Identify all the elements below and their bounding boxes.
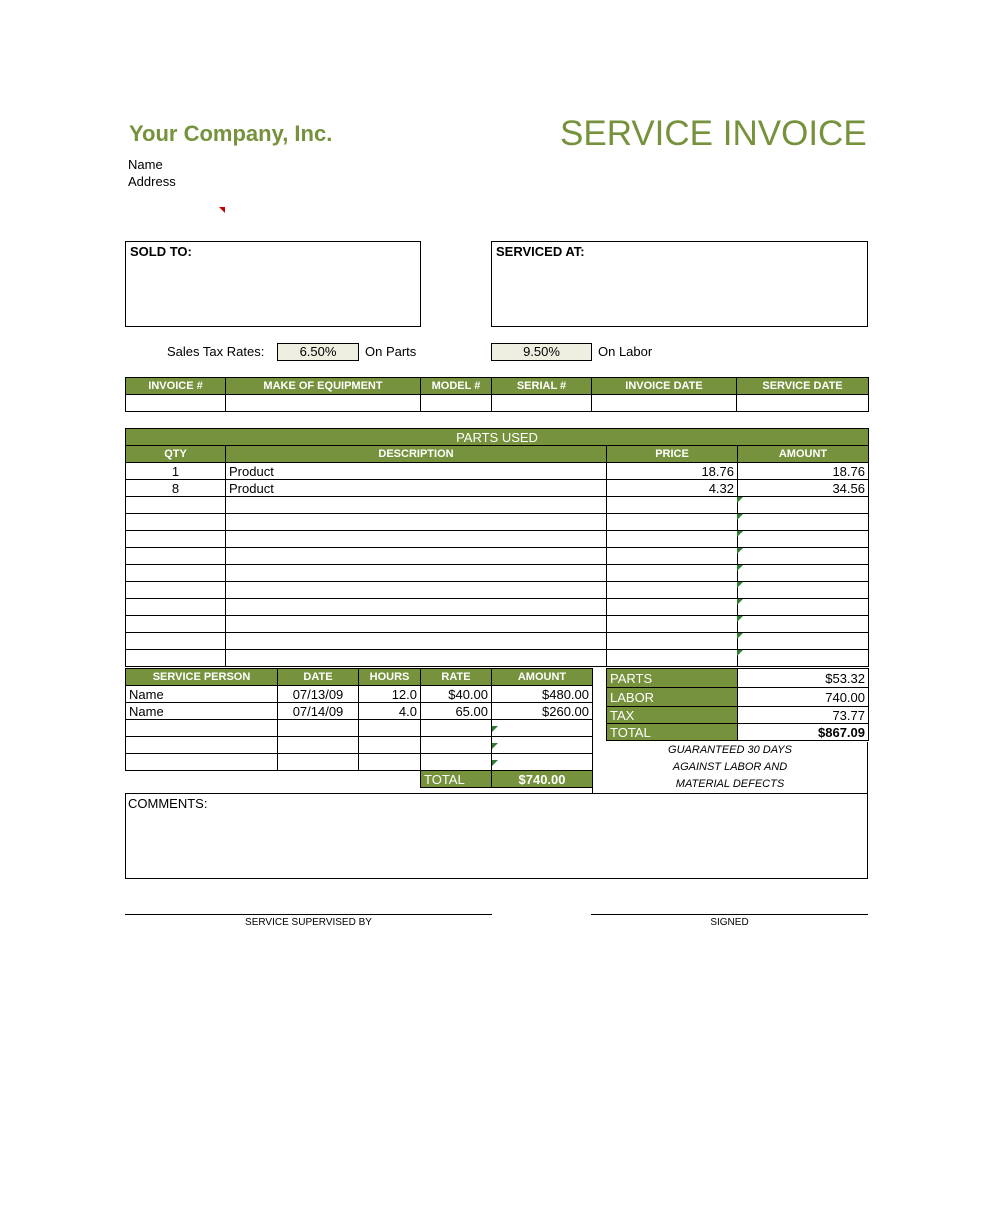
hours-cell[interactable]: 4.0 bbox=[359, 703, 421, 720]
amount-cell: 34.56 bbox=[738, 480, 869, 497]
table-row bbox=[126, 531, 869, 548]
equipment-info-table bbox=[125, 377, 869, 412]
labor-tax-rate-field[interactable]: 9.50% bbox=[491, 343, 592, 361]
formula-marker-icon bbox=[737, 633, 743, 639]
header-service-date: SERVICE DATE bbox=[737, 378, 869, 395]
make-of-equipment-cell[interactable] bbox=[226, 395, 421, 412]
company-address-label: Address bbox=[128, 174, 176, 189]
date-cell[interactable] bbox=[278, 754, 359, 771]
table-row bbox=[126, 720, 593, 737]
formula-marker-icon bbox=[737, 531, 743, 537]
service-person-cell[interactable] bbox=[126, 754, 278, 771]
header-price: PRICE bbox=[607, 446, 738, 463]
qty-cell[interactable] bbox=[126, 582, 226, 599]
table-row bbox=[126, 737, 593, 754]
qty-cell[interactable] bbox=[126, 548, 226, 565]
supervised-label: SERVICE SUPERVISED BY bbox=[245, 917, 372, 928]
table-row bbox=[126, 754, 593, 771]
qty-cell[interactable] bbox=[126, 650, 226, 667]
price-cell[interactable] bbox=[607, 633, 738, 650]
amount-cell bbox=[738, 497, 869, 514]
header-amount: AMOUNT bbox=[738, 446, 869, 463]
on-labor-label: On Labor bbox=[598, 344, 653, 359]
formula-marker-icon bbox=[737, 650, 743, 656]
formula-marker-icon bbox=[737, 548, 743, 554]
header-service-person: SERVICE PERSON bbox=[126, 669, 278, 686]
table-row bbox=[126, 480, 869, 497]
rate-cell[interactable] bbox=[421, 720, 492, 737]
guarantee-line-3: MATERIAL DEFECTS bbox=[675, 778, 785, 790]
amount-cell bbox=[738, 531, 869, 548]
comment-marker-icon bbox=[219, 207, 225, 213]
date-cell[interactable] bbox=[278, 720, 359, 737]
header-qty: QTY bbox=[126, 446, 226, 463]
price-cell[interactable] bbox=[607, 616, 738, 633]
service-person-cell[interactable]: Name bbox=[126, 703, 278, 720]
company-name-label: Name bbox=[128, 157, 163, 172]
labor-amount-cell bbox=[492, 737, 593, 754]
summary-parts-value: $53.32 bbox=[738, 669, 869, 688]
guarantee-line-2: AGAINST LABOR AND bbox=[672, 761, 788, 773]
description-cell[interactable] bbox=[226, 616, 607, 633]
sales-tax-label: Sales Tax Rates: bbox=[167, 344, 265, 359]
signed-signature-line[interactable] bbox=[591, 914, 868, 915]
company-name: Your Company, Inc. bbox=[129, 121, 333, 146]
price-cell[interactable] bbox=[607, 514, 738, 531]
description-cell[interactable]: Product bbox=[226, 480, 607, 497]
guarantee-box bbox=[592, 742, 868, 794]
price-cell[interactable] bbox=[607, 497, 738, 514]
amount-cell: 18.76 bbox=[738, 463, 869, 480]
formula-marker-icon bbox=[737, 616, 743, 622]
service-person-cell[interactable]: Name bbox=[126, 686, 278, 703]
description-cell[interactable] bbox=[226, 548, 607, 565]
description-cell[interactable] bbox=[226, 514, 607, 531]
qty-cell[interactable]: 8 bbox=[126, 480, 226, 497]
labor-amount-cell: $260.00 bbox=[492, 703, 593, 720]
invoice-number-cell[interactable] bbox=[126, 395, 226, 412]
rate-cell[interactable] bbox=[421, 737, 492, 754]
hours-cell[interactable] bbox=[359, 737, 421, 754]
summary-tax-value: 73.77 bbox=[738, 707, 869, 724]
price-cell[interactable] bbox=[607, 548, 738, 565]
signed-label: SIGNED bbox=[710, 917, 749, 928]
amount-cell bbox=[738, 616, 869, 633]
service-person-cell[interactable] bbox=[126, 720, 278, 737]
qty-cell[interactable] bbox=[126, 599, 226, 616]
header-make-of-equipment: MAKE OF EQUIPMENT bbox=[226, 378, 421, 395]
model-number-cell[interactable] bbox=[421, 395, 492, 412]
guarantee-line-1: GUARANTEED 30 DAYS bbox=[668, 744, 792, 756]
comments-box[interactable] bbox=[125, 793, 868, 879]
formula-marker-icon bbox=[492, 726, 498, 732]
price-cell[interactable] bbox=[607, 650, 738, 667]
header-date: DATE bbox=[278, 669, 359, 686]
description-cell[interactable] bbox=[226, 650, 607, 667]
description-cell[interactable] bbox=[226, 497, 607, 514]
serviced-at-box[interactable] bbox=[491, 241, 868, 327]
comments-label: COMMENTS: bbox=[128, 796, 208, 811]
table-row bbox=[126, 686, 593, 703]
qty-cell[interactable] bbox=[126, 531, 226, 548]
table-row bbox=[126, 463, 869, 480]
summary-parts-label: PARTS bbox=[607, 669, 738, 688]
amount-cell bbox=[738, 633, 869, 650]
amount-cell bbox=[738, 514, 869, 531]
price-cell[interactable] bbox=[607, 582, 738, 599]
table-row bbox=[126, 633, 869, 650]
summary-tax-label: TAX bbox=[607, 707, 738, 724]
summary-total-label: TOTAL bbox=[607, 724, 738, 741]
hours-cell[interactable]: 12.0 bbox=[359, 686, 421, 703]
header-invoice-number: INVOICE # bbox=[126, 378, 226, 395]
header-description: DESCRIPTION bbox=[226, 446, 607, 463]
hours-cell[interactable] bbox=[359, 720, 421, 737]
header-labor-amount: AMOUNT bbox=[492, 669, 593, 686]
amount-cell bbox=[738, 548, 869, 565]
table-row bbox=[126, 582, 869, 599]
rate-cell[interactable]: $40.00 bbox=[421, 686, 492, 703]
table-row bbox=[126, 650, 869, 667]
formula-marker-icon bbox=[737, 599, 743, 605]
description-cell[interactable]: Product bbox=[226, 463, 607, 480]
qty-cell[interactable] bbox=[126, 565, 226, 582]
header-hours: HOURS bbox=[359, 669, 421, 686]
serial-number-cell[interactable] bbox=[492, 395, 592, 412]
summary-labor-label: LABOR bbox=[607, 688, 738, 707]
amount-cell bbox=[738, 582, 869, 599]
amount-cell bbox=[738, 650, 869, 667]
table-row bbox=[126, 599, 869, 616]
description-cell[interactable] bbox=[226, 531, 607, 548]
formula-marker-icon bbox=[737, 582, 743, 588]
labor-amount-cell: $480.00 bbox=[492, 686, 593, 703]
sold-to-label: SOLD TO: bbox=[130, 244, 192, 259]
invoice-title: SERVICE INVOICE bbox=[560, 114, 867, 153]
formula-marker-icon bbox=[737, 497, 743, 503]
qty-cell[interactable] bbox=[126, 514, 226, 531]
header-model-number: MODEL # bbox=[421, 378, 492, 395]
table-row bbox=[126, 548, 869, 565]
labor-amount-cell bbox=[492, 720, 593, 737]
price-cell[interactable] bbox=[607, 565, 738, 582]
labor-total-value: $740.00 bbox=[492, 771, 593, 788]
table-row bbox=[126, 497, 869, 514]
date-cell[interactable]: 07/14/09 bbox=[278, 703, 359, 720]
formula-marker-icon bbox=[492, 743, 498, 749]
labor-table bbox=[125, 668, 593, 788]
summary-table bbox=[606, 668, 869, 741]
on-parts-label: On Parts bbox=[365, 344, 417, 359]
table-row bbox=[126, 514, 869, 531]
rate-cell[interactable] bbox=[421, 754, 492, 771]
formula-marker-icon bbox=[737, 565, 743, 571]
parts-used-title: PARTS USED bbox=[126, 429, 869, 446]
table-row bbox=[126, 616, 869, 633]
hours-cell[interactable] bbox=[359, 754, 421, 771]
qty-cell[interactable] bbox=[126, 633, 226, 650]
summary-total-value: $867.09 bbox=[738, 724, 869, 741]
description-cell[interactable] bbox=[226, 599, 607, 616]
price-cell[interactable]: 4.32 bbox=[607, 480, 738, 497]
price-cell[interactable] bbox=[607, 599, 738, 616]
service-date-cell[interactable] bbox=[737, 395, 869, 412]
formula-marker-icon bbox=[492, 760, 498, 766]
service-person-cell[interactable] bbox=[126, 737, 278, 754]
parts-tax-rate-field[interactable]: 6.50% bbox=[277, 343, 359, 361]
header-invoice-date: INVOICE DATE bbox=[592, 378, 737, 395]
supervised-signature-line[interactable] bbox=[125, 914, 492, 915]
rate-cell[interactable]: 65.00 bbox=[421, 703, 492, 720]
serviced-at-label: SERVICED AT: bbox=[496, 244, 585, 259]
description-cell[interactable] bbox=[226, 582, 607, 599]
invoice-date-cell[interactable] bbox=[592, 395, 737, 412]
qty-cell[interactable]: 1 bbox=[126, 463, 226, 480]
amount-cell bbox=[738, 565, 869, 582]
description-cell[interactable] bbox=[226, 633, 607, 650]
description-cell[interactable] bbox=[226, 565, 607, 582]
amount-cell bbox=[738, 599, 869, 616]
parts-used-table bbox=[125, 428, 869, 667]
price-cell[interactable]: 18.76 bbox=[607, 463, 738, 480]
summary-labor-value: 740.00 bbox=[738, 688, 869, 707]
date-cell[interactable]: 07/13/09 bbox=[278, 686, 359, 703]
sold-to-box[interactable] bbox=[125, 241, 421, 327]
qty-cell[interactable] bbox=[126, 497, 226, 514]
formula-marker-icon bbox=[737, 514, 743, 520]
labor-total-label: TOTAL bbox=[421, 771, 492, 788]
date-cell[interactable] bbox=[278, 737, 359, 754]
price-cell[interactable] bbox=[607, 531, 738, 548]
header-rate: RATE bbox=[421, 669, 492, 686]
table-row bbox=[126, 703, 593, 720]
header-serial-number: SERIAL # bbox=[492, 378, 592, 395]
labor-amount-cell bbox=[492, 754, 593, 771]
qty-cell[interactable] bbox=[126, 616, 226, 633]
labor-total-spacer bbox=[126, 771, 421, 788]
table-row bbox=[126, 565, 869, 582]
